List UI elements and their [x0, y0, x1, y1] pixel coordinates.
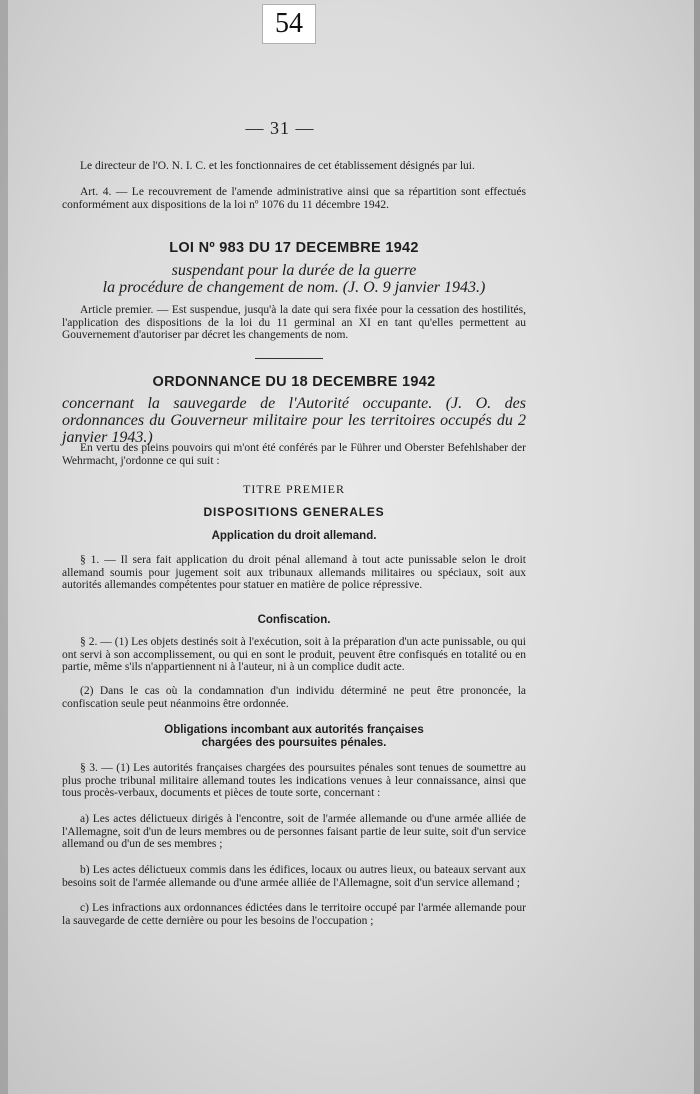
intro-paragraph-1: Le directeur de l'O. N. I. C. et les fonctionnaires de cet établissement désignés par lui.: [80, 160, 475, 172]
heading-obligations-line2: chargées des poursuites pénales.: [201, 737, 387, 749]
scan-right-edge: [694, 0, 700, 1094]
section-1: § 1. — Il sera fait application du droit pénal allemand à tout acte punissable selon le droit allemand soumis pour jugement soit aux tribunaux allemands militaires ou spéciaux, soit aux autorités allemandes compétentes pour statuer en matière de police répressive.: [62, 554, 526, 591]
page-number: — 31 —: [245, 118, 315, 138]
section-3-c: c) Les infractions aux ordonnances édictées dans le territoire occupé par l'armée allemande pour la sauvegarde de cette dernière ou pour les besoins de l'occupation ;: [62, 902, 526, 927]
ordonnance-title: ORDONNANCE DU 18 DECEMBRE 1942: [152, 374, 436, 390]
heading-confiscation: Confiscation.: [257, 614, 331, 626]
loi-title: LOI Nº 983 DU 17 DECEMBRE 1942: [169, 240, 419, 256]
section-3-a: a) Les actes délictueux dirigés à l'encontre, soit de l'armée allemande ou d'une armée alliée de l'Allemagne, soit d'un de leurs membres ou de personnes faisant partie de leur suite, soit d'un service allemand ou d'un de ses membres ;: [62, 813, 526, 850]
intro-paragraph-art4: Art. 4. — Le recouvrement de l'amende administrative ainsi que sa répartition sont effectués conformément aux dispositions de la loi nº 1076 du 11 décembre 1942.: [62, 186, 526, 211]
section-3-b: b) Les actes délictueux commis dans les édifices, locaux ou autres lieux, ou bateaux servant aux besoins soit de l'armée allemande ou d'une armée alliée de l'Allemagne, soit d'un service allemand ;: [62, 864, 526, 889]
heading-application: Application du droit allemand.: [211, 530, 377, 542]
section-2-1: § 2. — (1) Les objets destinés soit à l'exécution, soit à la préparation d'un acte punissable, ou qui ont servi à son accomplissement, ou qui en sont le produit, peuvent être confisqués en totalité ou en partie, même s'ils n'appartiennent ni à l'auteur, ni à un complice dudit acte.: [62, 636, 526, 673]
scan-left-edge: [0, 0, 8, 1094]
titre-premier: TITRE PREMIER: [243, 482, 345, 496]
loi-article-premier: Article premier. — Est suspendue, jusqu'à la date qui sera fixée pour la cessation des hostilités, l'application des dispositions de la loi du 11 germinal an XI en tant qu'elles permettent au Gouvernement d'autoriser par décret les changements de nom.: [62, 304, 526, 341]
archive-stamp: 54: [262, 4, 316, 44]
section-2-2: (2) Dans le cas où la condamnation d'un individu déterminé ne peut être prononcée, la confiscation seule peut néanmoins être ordonnée.: [62, 685, 526, 710]
section-3: § 3. — (1) Les autorités françaises chargées des poursuites pénales sont tenues de soumettre au plus proche tribunal militaire allemand toutes les indications venues à leur connaissance, ainsi que tous procès-verbaux, documents et pièces de toute sorte, concernant :: [62, 762, 526, 799]
loi-subtitle-line2: la procédure de changement de nom. (J. O. 9 janvier 1943.): [102, 279, 486, 296]
ordonnance-subtitle: concernant la sauvegarde de l'Autorité occupante. (J. O. des ordonnances du Gouverneur militaire pour les territoires occupés du 2 janvier 1943.): [62, 395, 526, 446]
section-divider: [255, 358, 323, 359]
ordonnance-preamble: En vertu des pleins pouvoirs qui m'ont été conférés par le Führer und Oberster Befehlshaber der Wehrmacht, j'ordonne ce qui suit :: [62, 442, 526, 467]
loi-subtitle-line1: suspendant pour la durée de la guerre: [171, 262, 417, 279]
dispositions-generales: DISPOSITIONS GENERALES: [203, 505, 385, 519]
heading-obligations-line1: Obligations incombant aux autorités françaises: [164, 724, 424, 736]
